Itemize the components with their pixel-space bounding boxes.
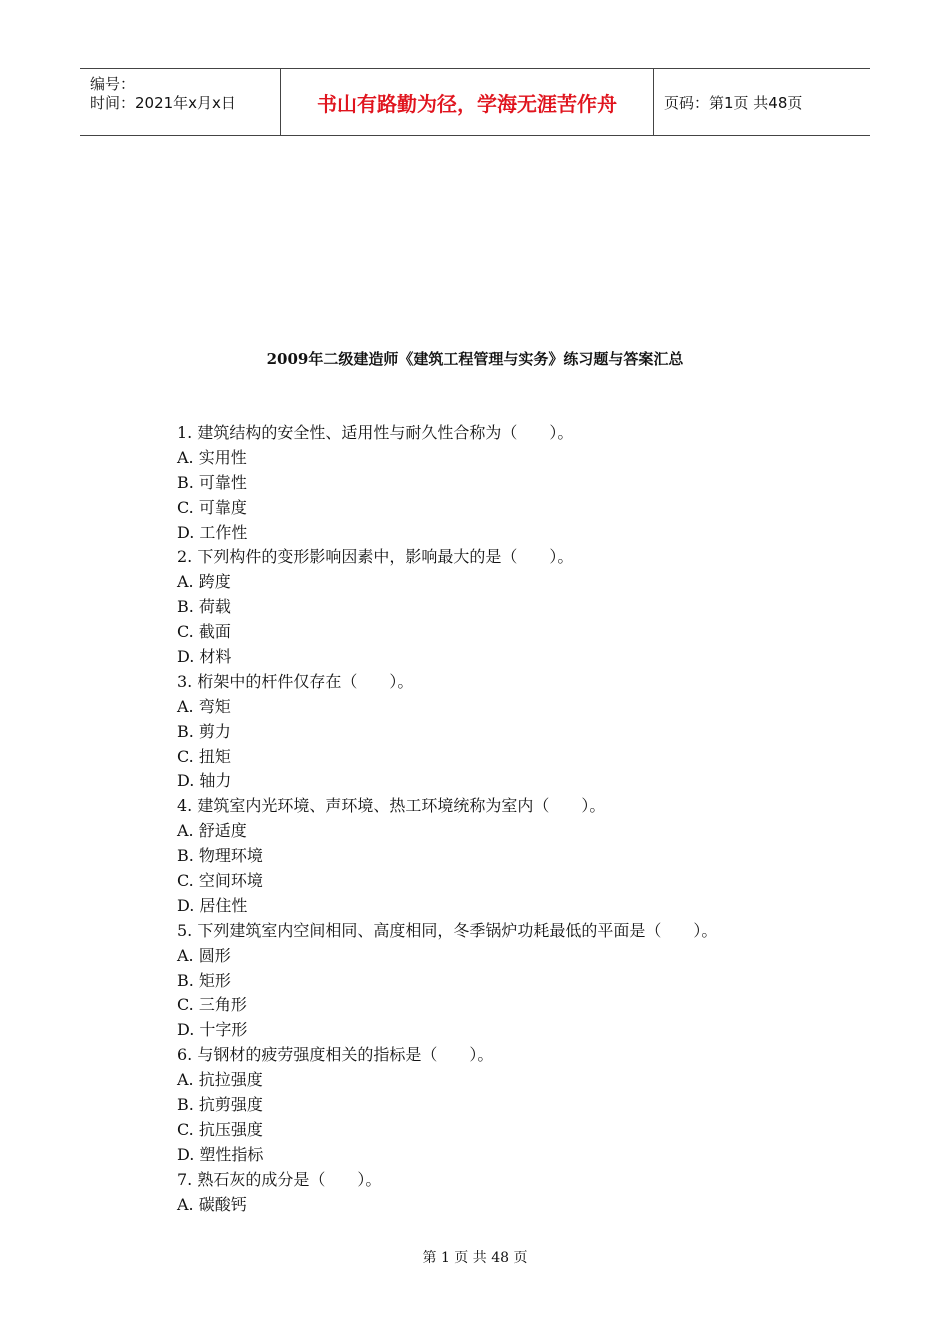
answer-option: C. 截面: [177, 622, 231, 642]
answer-option: A. 弯矩: [177, 696, 231, 716]
header-motto-cell: [281, 69, 654, 135]
question-stem: 6. 与钢材的疲劳强度相关的指标是（ ）。: [177, 1045, 494, 1065]
answer-option: D. 工作性: [177, 522, 248, 542]
answer-option: B. 荷载: [177, 597, 231, 617]
question-stem: 2. 下列构件的变形影响因素中，影响最大的是（ ）。: [177, 547, 574, 567]
header-page-cell: [654, 69, 870, 135]
document-title: 2009年二级建造师《建筑工程管理与实务》练习题与答案汇总: [266, 350, 684, 368]
question-stem: 3. 桁架中的杆件仅存在（ ）。: [177, 671, 414, 691]
answer-option: A. 圆形: [177, 945, 231, 965]
question-stem: 5. 下列建筑室内空间相同、高度相同，冬季锅炉功耗最低的平面是（ ）。: [177, 920, 718, 940]
page-footer: 第 1 页 共 48 页: [422, 1250, 528, 1266]
answer-option: B. 物理环境: [177, 846, 263, 866]
answer-option: D. 轴力: [177, 771, 232, 791]
answer-option: A. 实用性: [177, 447, 247, 467]
answer-option: C. 扭矩: [177, 746, 231, 766]
answer-option: D. 十字形: [177, 1020, 248, 1040]
time-label: 时间：2021年x月x日: [90, 94, 236, 112]
answer-option: B. 矩形: [177, 970, 231, 990]
answer-option: A. 抗拉强度: [177, 1070, 263, 1090]
answer-option: D. 塑性指标: [177, 1144, 264, 1164]
question-stem: 7. 熟石灰的成分是（ ）。: [177, 1169, 382, 1189]
answer-option: B. 抗剪强度: [177, 1095, 263, 1115]
answer-option: B. 剪力: [177, 721, 231, 741]
page-label: 页码：第1页 共48页: [664, 93, 803, 112]
question-stem: 4. 建筑室内光环境、声环境、热工环境统称为室内（ ）。: [177, 796, 606, 816]
answer-option: B. 可靠性: [177, 472, 247, 492]
answer-option: C. 空间环境: [177, 871, 263, 891]
motto-text: 书山有路勤为径，学海无涯苦作舟: [317, 91, 617, 116]
answer-option: D. 材料: [177, 647, 232, 667]
answer-option: A. 碳酸钙: [177, 1194, 247, 1214]
answer-option: C. 抗压强度: [177, 1119, 263, 1139]
question-list: [177, 421, 877, 1218]
answer-option: C. 三角形: [177, 995, 247, 1015]
number-label: 编号：: [90, 75, 136, 93]
question-stem: 1. 建筑结构的安全性、适用性与耐久性合称为（ ）。: [177, 423, 574, 442]
answer-option: D. 居住性: [177, 895, 248, 915]
answer-option: A. 跨度: [177, 572, 231, 592]
answer-option: C. 可靠度: [177, 497, 247, 517]
page-header: [80, 68, 870, 136]
answer-option: A. 舒适度: [177, 821, 247, 841]
header-info-cell: [80, 69, 281, 135]
